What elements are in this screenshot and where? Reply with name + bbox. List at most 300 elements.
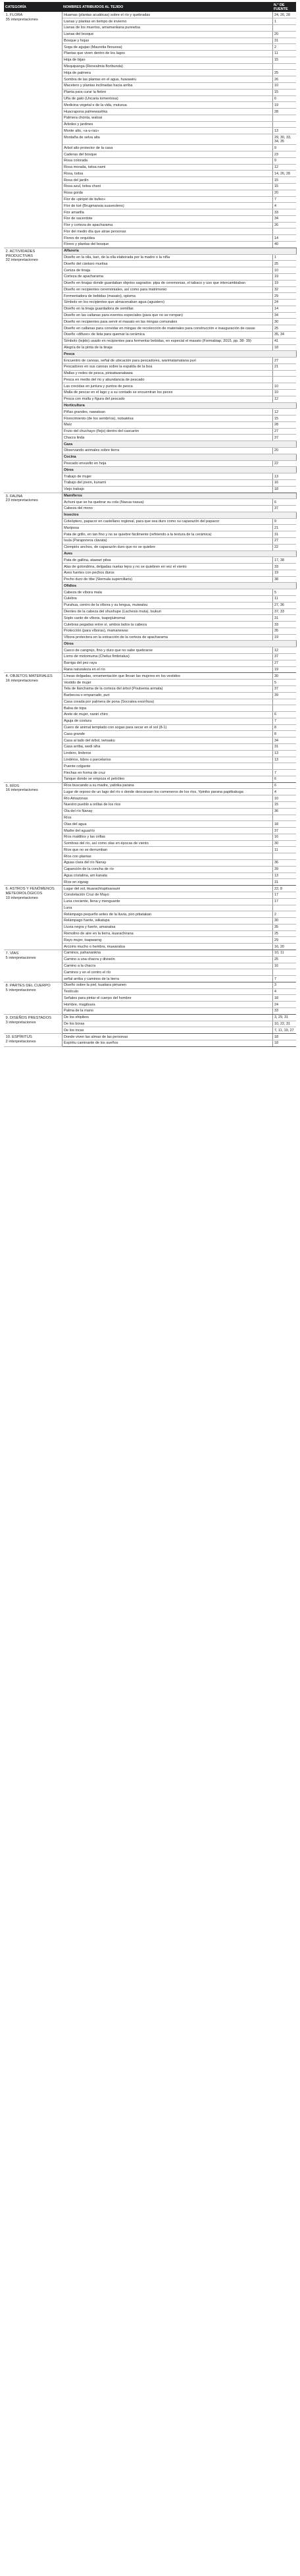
source-number: 27 (272, 428, 296, 435)
source-number: 7 (272, 196, 296, 203)
source-number: 5 (272, 589, 296, 596)
interpretation-name: Rosa, tsitsa (62, 171, 272, 177)
interpretation-name: Protección (para víboras), mamanewas (62, 628, 272, 634)
source-number: 25 (272, 930, 296, 937)
source-number: 19 (272, 273, 296, 280)
interpretation-name: Alas de golondrina, delgadas nuelas lejos y no se quiebren en vez el viento (62, 564, 272, 570)
source-number: 10 (272, 383, 296, 390)
interpretation-name: Diseño del cántaro muritsa (62, 261, 272, 267)
interpretation-name: Malla de pescar en el lago y a su contado se encuentran los peces (62, 390, 272, 396)
interpretation-name: Hoja de bijao (62, 57, 272, 63)
interpretation-name: Maíz (62, 421, 272, 428)
interpretation-name: Pata de grillo, en tan fino y no se quiebre fácilmente (refiriendo a la textura de la cerámica) (62, 531, 272, 538)
source-number: 2 (272, 911, 296, 918)
category-cell (4, 950, 62, 982)
interpretation-name: Diseño en tinajas donde guardaban objetos sagrados: pipa de ceremonias, el tabaco y uso que intercambiaban (62, 280, 272, 286)
source-number: 19 (272, 102, 296, 109)
source-number: 9 (272, 145, 296, 151)
interpretation-name: Ríos (62, 815, 272, 821)
source-number: 4 (272, 203, 296, 209)
source-number: 18 (272, 344, 296, 351)
source-number: 13 (272, 757, 296, 763)
source-number: 7, 11, 19, 27 (272, 1027, 296, 1034)
interpretation-name: Diseño «difuso» de lista para quemar la cerámica (62, 331, 272, 338)
table-row (4, 1034, 296, 1040)
interpretation-name: Lindero, linderos (62, 750, 272, 757)
source-number: 27 (272, 537, 296, 544)
interpretation-name: Casco de cangrejo, fino y duro que no sabe quebrarse (62, 647, 272, 654)
source-number: 41 (272, 338, 296, 344)
interpretation-name: Camino a una chacra y división (62, 956, 272, 963)
interpretation-name: Lianas del bosque (62, 31, 272, 38)
source-number: 2 (272, 44, 296, 51)
interpretation-name: Plantas que viven dentro de los lagos (62, 51, 272, 57)
interpretation-name: Rosa del jardín (62, 177, 272, 184)
category-cell (4, 248, 62, 493)
interpretation-name: Luna creciente, llena y menguante (62, 898, 272, 905)
interpretation-name: Flores y plantas del bosque (62, 242, 272, 248)
source-number: 20 (272, 190, 296, 196)
source-number: 10 (272, 795, 296, 802)
source-number: 37 (272, 654, 296, 660)
interpretation-name: Diseño en las callanas para eventos especiales (para que no se rompan) (62, 312, 272, 319)
source-number: 10, 11 (272, 950, 296, 956)
interpretation-name: Cabeza de víbora mala (62, 589, 272, 596)
interpretation-name: Tela de llanchama de la corteza del árbol (Poulsenia armata) (62, 685, 272, 692)
interpretation-name: Arcoíris mucho o hembra, muwaratsa (62, 944, 272, 950)
interpretation-name: De los boras (62, 1021, 272, 1027)
category-cell (4, 12, 62, 248)
interpretation-name: Palmera chonta, watsai (62, 115, 272, 121)
interpretation-name: Donde viven las almas de las personas (62, 1034, 272, 1040)
source-number: 35, 34 (272, 331, 296, 338)
source-number: 34 (272, 215, 296, 222)
source-number: 13 (272, 750, 296, 757)
interpretation-name: Flores de orquídea (62, 235, 272, 242)
interpretation-name: Huamas (plantas acuáticas) sobre el río y quebradas (62, 12, 272, 18)
subcategory-label: Aves (62, 550, 296, 557)
subcategory-label: Insectos (62, 512, 296, 518)
source-number: 35 (272, 924, 296, 930)
source-number: 3 (272, 982, 296, 988)
subcategory-label: Otros (62, 641, 296, 647)
source-number: 38 (272, 576, 296, 583)
interpretation-name: Misquipanga (Renealmia floribunda) (62, 63, 272, 70)
source-number: 4 (272, 988, 296, 995)
source-number: 10 (272, 83, 296, 90)
source-number: 25 (272, 261, 296, 267)
table-row (4, 1014, 296, 1021)
interpretation-name: Símbolo en los recipientes que almacenaban agua (aguatero) (62, 300, 272, 306)
interpretation-name: Ola del río Nanay (62, 808, 272, 815)
interpretations-table (4, 2, 297, 1047)
interpretation-name: Lugar del sol, ikuarachtupitsarauni (62, 886, 272, 892)
source-number: 36 (272, 808, 296, 815)
source-number: 17 (272, 892, 296, 898)
source-number: 9 (272, 157, 296, 164)
source-number: 37 (272, 685, 296, 692)
source-number: 18 (272, 821, 296, 828)
source-number: 24 (272, 300, 296, 306)
interpretation-name: Fruto del chuchayo (ñejo) dentro del cascarón (62, 428, 272, 435)
category-count: 16 interpretaciones (5, 788, 38, 793)
interpretation-name: Pescadores en sus canoas sobre la espalda de la boa (62, 363, 272, 370)
subcategory-label: Cocina (62, 454, 296, 460)
source-number: 34 (272, 312, 296, 319)
subcategory-label: Horticultura (62, 402, 296, 409)
interpretation-name: Diseño en callanas para convidar en mingas de recolección de materiales para construcción e inauguración de casas (62, 325, 272, 332)
category-count: 5 interpretaciones (5, 955, 36, 960)
source-number: 30 (272, 840, 296, 847)
interpretation-name: Ríos con plantas (62, 853, 272, 860)
source-number: 6 (272, 95, 296, 102)
source-number: 12 (272, 647, 296, 654)
source-number: 11 (272, 596, 296, 603)
source-number: 1 (272, 254, 296, 261)
source-number: 4 (272, 789, 296, 795)
table-row (4, 950, 296, 956)
subcategory-label: Ofidios (62, 583, 296, 589)
source-number (272, 705, 296, 712)
source-number: 37, 33 (272, 608, 296, 615)
interpretation-name: Casa grande (62, 731, 272, 738)
interpretation-name: Soplo canto de víbora, tsapojiuinsmai (62, 615, 272, 622)
interpretation-name: Testículo (62, 988, 272, 995)
interpretation-name: Constelación Cruz de Mayo (62, 892, 272, 898)
source-number: 13 (272, 473, 296, 480)
source-number (272, 24, 296, 31)
table-header (4, 2, 296, 12)
source-number: 40 (272, 242, 296, 248)
interpretation-name: Dientes de la cabeza del shushupe (Lachesis muta), tsukuri (62, 608, 272, 615)
interpretation-name: Flor amarilla (62, 209, 272, 216)
source-number: 22, 8 (272, 886, 296, 892)
interpretation-name: Hombre, magitsara (62, 1002, 272, 1008)
header-names: NOMBRES ATRIBUIDOS AL TEJIDO (62, 2, 272, 12)
source-number: 24, 26, 28 (272, 12, 296, 18)
source-number: 20 (272, 31, 296, 38)
interpretation-name: Ceniza de tinaja (62, 267, 272, 274)
category-count: 23 interpretaciones (5, 498, 38, 503)
interpretation-name: Alegría de la pinta de la tinaja (62, 344, 272, 351)
interpretation-name: Agua cristalina, am kanata (62, 872, 272, 879)
category-count: 2 interpretaciones (5, 1039, 36, 1044)
interpretation-name: Hoja de palmera (62, 70, 272, 76)
interpretation-name: Víbora protectora en la extracción de la corteza de apacharama (62, 634, 272, 641)
interpretation-name: Espíritu caminante de los sueños (62, 1040, 272, 1046)
interpretation-name: señal arriba y caminos de la tierra (62, 976, 272, 982)
interpretation-name: Árboles y jardines (62, 121, 272, 128)
source-number: 1 (272, 18, 296, 25)
source-number: 29 (272, 937, 296, 944)
interpretation-name: Flor de toé (Brugmansia suaveolens) (62, 203, 272, 209)
source-number (272, 377, 296, 383)
source-number: 13 (272, 128, 296, 134)
interpretation-name: Diseño en recipientes ceremoniales, así como para matrimonio (62, 286, 272, 293)
interpretation-name: Purahua, centro de la víbora y su lengua, muiwatsu (62, 602, 272, 608)
source-number: 12 (272, 409, 296, 416)
interpretation-name: Capanción de la concha de río (62, 866, 272, 872)
category-name: 1. FLORA (5, 13, 23, 18)
source-number: 15 (272, 184, 296, 190)
source-number: 3, 29, 31 (272, 1014, 296, 1021)
source-number: 8 (272, 731, 296, 738)
interpretation-name: Uña de gato (Uncaria tomentosa) (62, 95, 272, 102)
source-number: 6 (272, 782, 296, 789)
category-name: 10. ESPÍRITUS (5, 1035, 32, 1040)
interpretation-name: Olas del agua (62, 821, 272, 828)
source-number (272, 699, 296, 705)
category-count: 32 interpretaciones (5, 258, 38, 263)
interpretation-name: Pata de gallina, atawari pitsa (62, 557, 272, 564)
category-name: 6. ASTROS Y FENÓMENOS METEOROLÓGICOS (5, 887, 55, 896)
interpretation-name: Medicina vegetal e de la vida, muturua (62, 102, 272, 109)
interpretation-name: Rosa colorada (62, 157, 272, 164)
source-number: 5 (272, 680, 296, 686)
source-number: 10 (272, 267, 296, 274)
interpretation-name: Líneas delgadas, ornamentación que llevan las mujeres en los vestidos (62, 673, 272, 680)
interpretation-name: Trabajo del joven, kunami (62, 479, 272, 486)
interpretation-name: Montaña de selva alta (62, 134, 272, 145)
source-number: 28 (272, 109, 296, 115)
interpretation-name: Ríos malditos y las orillas (62, 834, 272, 840)
interpretation-name: Palma de la mano (62, 1008, 272, 1015)
interpretation-name: Vestido de mujer (62, 680, 272, 686)
interpretation-name: Chacra linda (62, 435, 272, 441)
source-number: 39 (272, 866, 296, 872)
source-number: 13 (272, 872, 296, 879)
interpretation-name: Las crecidas en juntura y puntos de pesca (62, 383, 272, 390)
subcategory-label: Mamíferos (62, 493, 296, 499)
interpretation-name: Aves fuertes con pechos duros (62, 570, 272, 576)
interpretation-name: Rosa gorda (62, 190, 272, 196)
category-count: 35 interpretaciones (5, 18, 38, 22)
source-number: 20 (272, 448, 296, 454)
source-number: 14, 26, 28 (272, 171, 296, 177)
interpretation-name: Aguja de costura (62, 718, 272, 724)
source-number: 33 (272, 564, 296, 570)
source-number: 15 (272, 57, 296, 63)
interpretation-name: Nuestro pueblo a orillas de los ríos (62, 802, 272, 809)
source-number: 30 (272, 319, 296, 325)
interpretation-name: Río Amazonas (62, 795, 272, 802)
interpretation-name: Pesca con malla y figura del pescado (62, 396, 272, 402)
source-number (272, 815, 296, 821)
interpretation-name: Sombras del río, así como olas en épocas de viento (62, 840, 272, 847)
category-cell (4, 1014, 62, 1033)
source-number: 31 (272, 615, 296, 622)
source-number: 31 (272, 531, 296, 538)
source-number (272, 969, 296, 976)
interpretation-name: Lomo de motomuma (Chelus fimbriatus) (62, 654, 272, 660)
source-number: 37 (272, 828, 296, 834)
source-number: 12 (272, 164, 296, 171)
source-number: 6 (272, 499, 296, 506)
interpretation-name: Flor de «piripiri de bufeo» (62, 196, 272, 203)
interpretation-name: Diseño en recipientes para servir el masato en las mingas comunales (62, 319, 272, 325)
interpretation-name: Trabajo de mujer (62, 473, 272, 480)
category-cell (4, 493, 62, 673)
source-number: 16, 20 (272, 944, 296, 950)
category-cell (4, 673, 62, 782)
source-number: 18 (272, 486, 296, 493)
interpretation-name: Caderas del bosque (62, 151, 272, 158)
source-number (272, 763, 296, 770)
source-number (272, 121, 296, 128)
source-number: 6 (272, 712, 296, 718)
table-row (4, 982, 296, 988)
category-count: 5 interpretaciones (5, 988, 36, 992)
interpretation-name: Mallas y redes de pesca, pirisatwanakawa (62, 370, 272, 377)
interpretation-name: Pecho duro de tibe (Sternula superciliaris) (62, 576, 272, 583)
source-number: 31 (272, 879, 296, 886)
interpretation-name: Piñas grandes, nawatsan (62, 409, 272, 416)
interpretation-name: Flechas en forma de cruz (62, 770, 272, 776)
category-count: 16 interpretaciones (5, 679, 38, 684)
source-number: 15 (272, 802, 296, 809)
source-number: 18 (272, 995, 296, 1002)
source-number: 37 (272, 506, 296, 512)
source-number: 7 (272, 718, 296, 724)
interpretation-name: Caminos y en el centro el río (62, 969, 272, 976)
source-number: 29, 30, 33, 34, 35 (272, 134, 296, 145)
source-number: 7 (272, 976, 296, 982)
source-number: 18 (272, 1034, 296, 1040)
source-number: 29 (272, 293, 296, 300)
category-cell (4, 886, 62, 950)
source-number: 37 (272, 435, 296, 441)
source-number: 36 (272, 860, 296, 867)
interpretation-name: Lianas de los muertos, amamankana purewtsa (62, 24, 272, 31)
interpretation-name: Aguas clara del río Nanay (62, 860, 272, 867)
interpretation-name: Relámpago pequeño antes de la lluvia, piro pitiatakan (62, 911, 272, 918)
interpretation-name: Ríos que no se derrumban (62, 847, 272, 853)
source-number: 14 (272, 306, 296, 312)
source-number: 10, 22, 31 (272, 1021, 296, 1027)
source-number: 15 (272, 177, 296, 184)
source-number: 17, 38 (272, 557, 296, 564)
interpretation-name: Viejo trabajo (62, 486, 272, 493)
interpretation-name: Flor del medio día que atrae personas (62, 228, 272, 235)
interpretation-name: Lianas y plantas en tiempo de invierno (62, 18, 272, 25)
interpretation-name: Isula (Paraponera clavata) (62, 537, 272, 544)
table-row (4, 886, 296, 892)
source-number (272, 115, 296, 121)
category-name: 7. VÍAS (5, 951, 19, 955)
source-number: 27 (272, 358, 296, 364)
interpretation-name: Flor y corteza de apacharama (62, 222, 272, 228)
source-number: 16 (272, 963, 296, 969)
source-number: 33 (272, 1008, 296, 1015)
source-number: 28 (272, 421, 296, 428)
source-number: 33 (272, 622, 296, 628)
interpretation-name: Balsa de topa (62, 705, 272, 712)
interpretation-name: Mariposa (62, 525, 272, 531)
table-row (4, 12, 296, 18)
interpretation-name: Monte alto, «a-u-raú» (62, 128, 272, 134)
interpretation-name: Diseño en la olla, kari, de la olla elaborada por la madre o la niña (62, 254, 272, 261)
source-number: 33 (272, 209, 296, 216)
interpretation-name: Diseño en la tinaja guardadora de semillas (62, 306, 272, 312)
interpretation-name: Ríos buscando a su madre, yatirika parana (62, 782, 272, 789)
interpretation-name: Barriga del pez raya (62, 660, 272, 666)
interpretation-name: Cuero de animal templado con sogas para secar en el sol (8-1) (62, 724, 272, 731)
source-number: 32 (272, 286, 296, 293)
interpretation-name: Casa creada por palmera de pona (Socratea exorrhiza) (62, 699, 272, 705)
interpretation-name: Lugar de reposo de un lago del río o donde descansan los comeneros de los ríos, Ypiniko parana papitkakuga (62, 789, 272, 795)
source-number: 31 (272, 38, 296, 44)
interpretation-name: Observando animales sobre tierra (62, 448, 272, 454)
category-name: 4. OBJETOS MATERIALES (5, 674, 53, 679)
interpretation-name: Tanque donde se empoza el petróleo (62, 776, 272, 782)
source-number: 22 (272, 460, 296, 467)
source-number: 18 (272, 1040, 296, 1046)
table-row (4, 248, 296, 254)
source-number: 21 (272, 363, 296, 370)
source-number: 35 (272, 628, 296, 634)
source-number: 34 (272, 738, 296, 744)
category-name: 3. FAUNA (5, 494, 23, 498)
category-count: 3 interpretaciones (5, 1020, 36, 1025)
interpretation-name: Barbecoa o emparrado, puri (62, 692, 272, 699)
source-number: 8 (272, 724, 296, 731)
interpretation-name: Huacrapona palmewashka (62, 109, 272, 115)
category-name: 5. RÍOS (5, 784, 20, 788)
interpretation-name: Casa al lado del árbol, iwiraaku (62, 738, 272, 744)
interpretation-name: Culebras pegadas entre sí, ambos lados la cabeza (62, 622, 272, 628)
interpretation-name: Pescado envuelto en hoja (62, 460, 272, 467)
interpretation-name: Coleóptero, papacor en castellano regional, para que sea duro como su caparazón del papacor (62, 518, 272, 525)
interpretation-name: De los incas (62, 1027, 272, 1034)
interpretation-name: Rosa morada, tsitsa nami (62, 164, 272, 171)
source-number: 10 (272, 390, 296, 396)
interpretation-name: Camino a la chacra (62, 963, 272, 969)
source-number: 16 (272, 834, 296, 840)
header-category: CATEGORÍA (4, 2, 62, 12)
source-number: 19 (272, 666, 296, 673)
source-number: 30 (272, 918, 296, 925)
category-name: 9. DISEÑOS PRESTADOS (5, 1015, 51, 1020)
source-number: 27, 36 (272, 602, 296, 608)
interpretation-name: Lindéros, lobos o parcelarios (62, 757, 272, 763)
source-number: 30 (272, 673, 296, 680)
interpretation-name: Luna (62, 905, 272, 911)
interpretation-name: Remolino de aire en la tierra, kuarachirana (62, 930, 272, 937)
category-cell (4, 982, 62, 1014)
source-number: 14 (272, 235, 296, 242)
interpretation-name: Rana naturaleza en el río (62, 666, 272, 673)
header-source: N.° DE FUENTE (272, 2, 296, 12)
source-number: 27 (272, 660, 296, 666)
category-cell (4, 1034, 62, 1047)
interpretation-name: Florecimiento (de los sembríos), notsatésa (62, 416, 272, 422)
source-number: 17 (272, 898, 296, 905)
source-number: 16 (272, 479, 296, 486)
category-name: 8. PARTES DEL CUERPO (5, 983, 51, 988)
source-number: 21 (272, 525, 296, 531)
source-number (272, 63, 296, 70)
interpretation-name: Diseño sobre la piel, kuatiara pimanen (62, 982, 272, 988)
subcategory-label: Caza (62, 441, 296, 448)
source-number: 19 (272, 570, 296, 576)
interpretation-name: Caminos, pahanankna (62, 950, 272, 956)
source-number (272, 853, 296, 860)
interpretation-name: Fermentadora de bebidas (masato), opisma (62, 293, 272, 300)
table-body (4, 12, 296, 1046)
source-number: 31 (272, 743, 296, 750)
interpretation-name: Lluvia negra y fuerte, amanatsa (62, 924, 272, 930)
source-number (272, 370, 296, 377)
